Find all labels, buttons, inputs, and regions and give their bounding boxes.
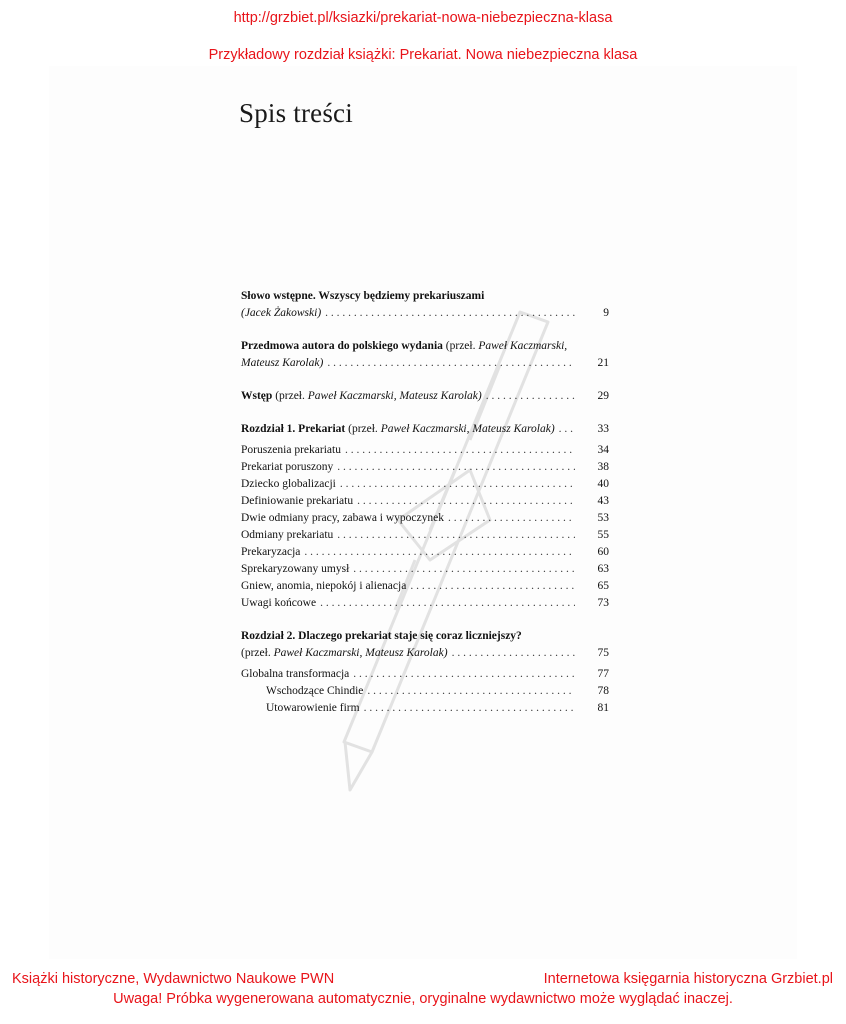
toc-section-row[interactable] xyxy=(241,527,609,544)
dot-leader xyxy=(452,645,575,662)
toc-section-row[interactable] xyxy=(241,510,609,527)
dot-leader xyxy=(353,561,575,578)
toc-page-number: 60 xyxy=(597,546,609,558)
toc-entry-row[interactable] xyxy=(241,305,609,322)
table-of-contents xyxy=(241,288,609,717)
toc-entry-row[interactable] xyxy=(241,421,609,438)
dot-leader xyxy=(337,527,575,544)
toc-section-label: Dziecko globalizacji xyxy=(241,478,336,490)
toc-section-label: Globalna transformacja xyxy=(241,668,350,680)
toc-section-label: Prekariat poruszony xyxy=(241,461,334,473)
toc-section-label: Utowarowienie firm xyxy=(266,702,360,714)
toc-page-number: 63 xyxy=(597,563,609,575)
toc-page-number: 53 xyxy=(597,512,609,524)
dot-leader xyxy=(367,683,575,700)
footer-publisher-link[interactable]: Książki historyczne, Wydawnictwo Naukowe PWN xyxy=(12,971,335,987)
chapter-1-sections xyxy=(241,442,609,612)
toc-section-label: Gniew, anomia, niepokój i alienacja xyxy=(241,580,407,592)
toc-page-number: 43 xyxy=(597,495,609,507)
toc-page-number: 81 xyxy=(597,702,609,714)
toc-section-label: Uwagi końcowe xyxy=(241,597,317,609)
dot-leader xyxy=(559,421,575,438)
toc-section-row[interactable] xyxy=(241,442,609,459)
dot-leader xyxy=(327,355,575,372)
toc-entry-translators: Mateusz Karolak) xyxy=(241,357,324,369)
toc-page-number: 55 xyxy=(597,529,609,541)
toc-page-number: 29 xyxy=(597,390,609,402)
chapter-2-sections xyxy=(241,666,609,717)
toc-section-row[interactable] xyxy=(241,683,609,700)
toc-section-row[interactable] xyxy=(241,666,609,683)
footer-bookstore-link[interactable]: Internetowa księgarnia historyczna Grzbiet.pl xyxy=(543,971,833,987)
dot-leader xyxy=(337,459,575,476)
dot-leader xyxy=(304,544,575,561)
toc-section-row[interactable] xyxy=(241,459,609,476)
toc-entry-row[interactable] xyxy=(241,388,609,405)
toc-page-number: 38 xyxy=(597,461,609,473)
dot-leader xyxy=(340,476,575,493)
toc-page-number: 75 xyxy=(597,647,609,659)
toc-section-row[interactable] xyxy=(241,493,609,510)
toc-page-number: 40 xyxy=(597,478,609,490)
toc-section-row[interactable] xyxy=(241,595,609,612)
dot-leader xyxy=(486,388,575,405)
toc-section-label: Dwie odmiany pracy, zabawa i wypoczynek xyxy=(241,512,444,524)
toc-page-number: 65 xyxy=(597,580,609,592)
toc-entry-title: Przedmowa autora do polskiego wydania (przeł. Paweł Kaczmarski, xyxy=(241,340,568,352)
toc-section-row[interactable] xyxy=(241,544,609,561)
toc-page-number: 33 xyxy=(597,423,609,435)
toc-entry-row[interactable] xyxy=(241,645,609,662)
toc-page-number: 21 xyxy=(597,357,609,369)
toc-entry-title: Słowo wstępne. Wszyscy będziemy prekariuszami xyxy=(241,290,485,302)
dot-leader xyxy=(410,578,575,595)
sample-chapter-notice: Przykładowy rozdział książki: Prekariat. Nowa niebezpieczna klasa xyxy=(208,47,638,63)
toc-entry-title: Wstęp (przeł. Paweł Kaczmarski, Mateusz Karolak) xyxy=(241,390,482,402)
toc-section-row[interactable] xyxy=(241,476,609,493)
toc-page-number: 9 xyxy=(603,307,609,319)
toc-section-row[interactable] xyxy=(241,700,609,717)
dot-leader xyxy=(448,510,575,527)
toc-entry-title: Rozdział 1. Prekariat (przeł. Paweł Kaczmarski, Mateusz Karolak) xyxy=(241,423,555,435)
toc-section-label: Sprekaryzowany umysł xyxy=(241,563,350,575)
toc-page-number: 77 xyxy=(597,668,609,680)
toc-section-label: Odmiany prekariatu xyxy=(241,529,334,541)
dot-leader xyxy=(345,442,575,459)
toc-section-label: Prekaryzacja xyxy=(241,546,301,558)
dot-leader xyxy=(364,700,575,717)
toc-section-row[interactable] xyxy=(241,578,609,595)
toc-page-number: 78 xyxy=(597,685,609,697)
toc-section-label: Wschodzące Chindie xyxy=(266,685,364,697)
source-url-link[interactable]: http://grzbiet.pl/ksiazki/prekariat-nowa-niebezpieczna-klasa xyxy=(233,10,613,26)
toc-page-number: 73 xyxy=(597,597,609,609)
footer-disclaimer: Uwaga! Próbka wygenerowana automatycznie, oryginalne wydawnictwo może wyglądać inaczej. xyxy=(113,991,733,1007)
dot-leader xyxy=(353,666,575,683)
page-title: Spis treści xyxy=(239,98,353,128)
toc-section-row[interactable] xyxy=(241,561,609,578)
dot-leader xyxy=(320,595,575,612)
toc-section-label: Poruszenia prekariatu xyxy=(241,444,341,456)
toc-entry-author: (Jacek Żakowski) xyxy=(241,307,322,319)
toc-entry-title: Rozdział 2. Dlaczego prekariat staje się coraz liczniejszy? xyxy=(241,630,522,642)
toc-entry-row[interactable] xyxy=(241,355,609,372)
toc-page-number: 34 xyxy=(597,444,609,456)
dot-leader xyxy=(325,305,575,322)
toc-section-label: Definiowanie prekariatu xyxy=(241,495,354,507)
toc-entry-translators: (przeł. Paweł Kaczmarski, Mateusz Karolak) xyxy=(241,647,448,659)
dot-leader xyxy=(357,493,575,510)
